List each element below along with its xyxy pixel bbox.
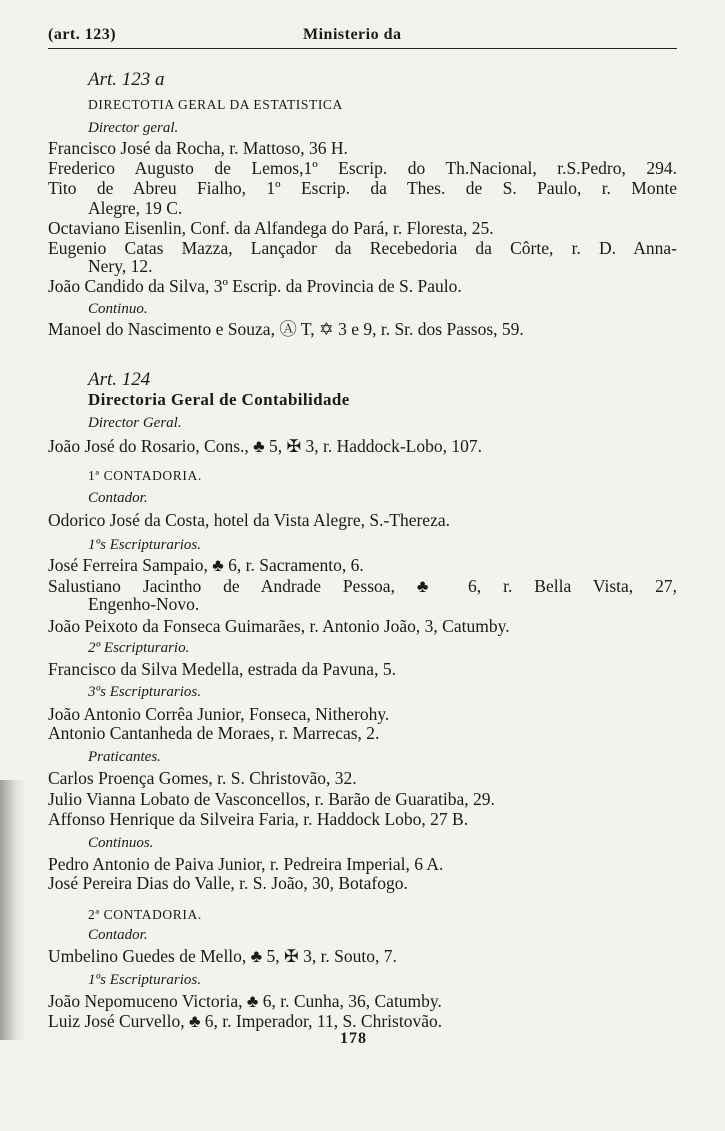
header-ministry: Ministerio da (303, 26, 402, 43)
entry-line: Antonio Cantanheda de Moraes, r. Marrecas, 2. (48, 723, 380, 743)
director-label: Director geral. (88, 120, 179, 136)
entry-line: Francisco da Silva Medella, estrada da Pavuna, 5. (48, 659, 396, 679)
entry-line: José Ferreira Sampaio, ♣ 6, r. Sacramento, 6. (48, 555, 364, 575)
contador-label: Contador. (88, 490, 148, 506)
entry-line-continued: Nery, 12. (88, 256, 153, 276)
entry-line: Pedro Antonio de Paiva Junior, r. Pedreira Imperial, 6 A. (48, 854, 444, 874)
entry-line: Carlos Proença Gomes, r. S. Christovão, 32. (48, 768, 357, 788)
entry-line: Eugenio Catas Mazza, Lançador da Recebedoria da Côrte, r. D. Anna- (48, 238, 677, 258)
contadoria-heading: 1ª CONTADORIA. (88, 468, 202, 483)
escripturario-label: 2º Escripturario. (88, 640, 190, 656)
entry-line: Tito de Abreu Fialho, 1º Escrip. da Thes. de S. Paulo, r. Monte (48, 178, 677, 198)
article-124-heading: Directoria Geral de Contabilidade (88, 390, 350, 409)
article-123-heading: DIRECTOTIA GERAL DA ESTATISTICA (88, 97, 343, 112)
page-number: 178 (340, 1030, 367, 1047)
continuos-label: Continuos. (88, 835, 154, 851)
entry-line: Affonso Henrique da Silveira Faria, r. Haddock Lobo, 27 B. (48, 809, 469, 829)
entry-line: Odorico José da Costa, hotel da Vista Alegre, S.-Thereza. (48, 510, 450, 530)
escripturarios-label: 1ºs Escripturarios. (88, 972, 201, 988)
escripturarios-label: 3ºs Escripturarios. (88, 684, 201, 700)
article-123-title: Art. 123 a (88, 69, 165, 90)
entry-line: Octaviano Eisenlin, Conf. da Alfandega do Pará, r. Floresta, 25. (48, 218, 494, 238)
page-edge-shadow (0, 780, 26, 1040)
entry-line: Manoel do Nascimento e Souza, Ⓐ T, ✡ 3 e 9, r. Sr. dos Passos, 59. (48, 319, 524, 339)
praticantes-label: Praticantes. (88, 749, 161, 765)
entry-line: Frederico Augusto de Lemos,1º Escrip. do Th.Nacional, r.S.Pedro, 294. (48, 158, 677, 178)
escripturarios-label: 1ºs Escripturarios. (88, 537, 201, 553)
contadoria-heading: 2ª CONTADORIA. (88, 907, 202, 922)
director-label: Director Geral. (88, 415, 182, 431)
entry-line: Salustiano Jacintho de Andrade Pessoa, ♣ 6, r. Bella Vista, 27, (48, 576, 677, 596)
continuo-label: Continuo. (88, 301, 148, 317)
entry-line: José Pereira Dias do Valle, r. S. João, 30, Botafogo. (48, 873, 408, 893)
entry-line-continued: Alegre, 19 C. (88, 198, 183, 218)
entry-line: Luiz José Curvello, ♣ 6, r. Imperador, 11, S. Christovão. (48, 1011, 443, 1031)
entry-line: João José do Rosario, Cons., ♣ 5, ✠ 3, r. Haddock-Lobo, 107. (48, 436, 482, 456)
header-article-ref: (art. 123) (48, 26, 117, 43)
entry-line: João Peixoto da Fonseca Guimarães, r. Antonio João, 3, Catumby. (48, 616, 510, 636)
entry-line: Umbelino Guedes de Mello, ♣ 5, ✠ 3, r. Souto, 7. (48, 946, 397, 966)
running-header (48, 24, 677, 49)
entry-line: Julio Vianna Lobato de Vasconcellos, r. Barão de Guaratiba, 29. (48, 789, 495, 809)
entry-line: João Candido da Silva, 3º Escrip. da Provincia de S. Paulo. (48, 276, 462, 296)
entry-line: Francisco José da Rocha, r. Mattoso, 36 H. (48, 138, 348, 158)
article-124-title: Art. 124 (88, 369, 151, 390)
entry-line: João Antonio Corrêa Junior, Fonseca, Nitherohy. (48, 704, 390, 724)
entry-line-continued: Engenho-Novo. (88, 594, 200, 614)
entry-line: João Nepomuceno Victoria, ♣ 6, r. Cunha, 36, Catumby. (48, 991, 442, 1011)
contador-label: Contador. (88, 927, 148, 943)
